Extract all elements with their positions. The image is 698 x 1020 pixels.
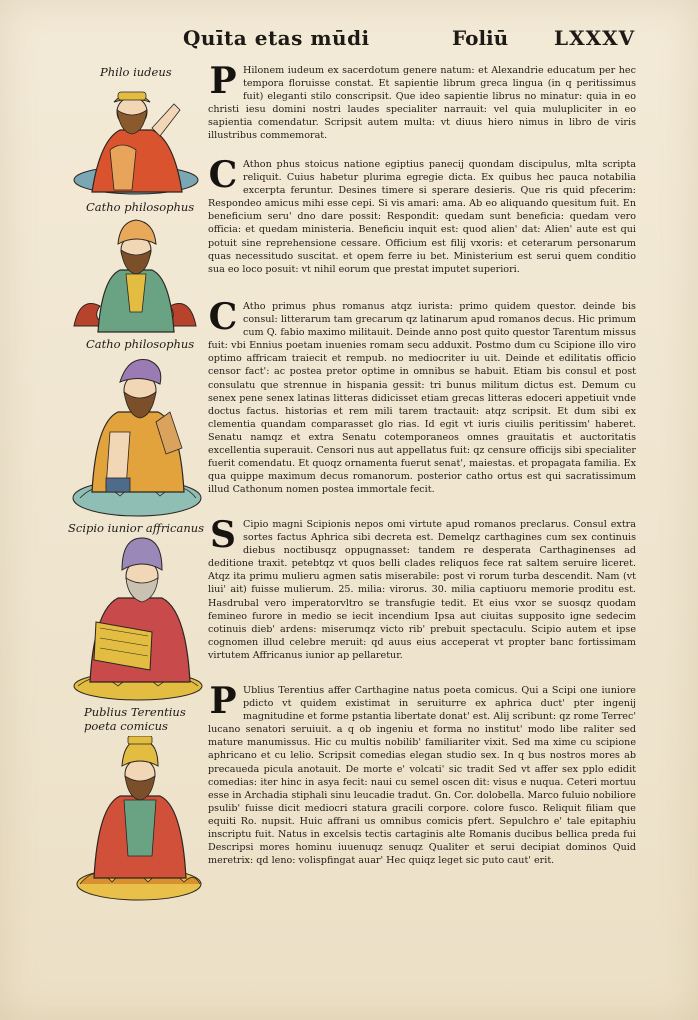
- paragraph-text: Ublius Terentius affer Carthagine natus poeta comicus. Qui a Scipi one iuniore pdicto vt quidem existimat in seruiturre ex aphrica duct' pter ingenij magnitudine et forme pstantia libertate donat' est. Alij scribunt: qz rome Terrec' lucano senatori seruiuit. a q ob ingeniu et forma no institut' modo libe raliter sed mature manumissus. Hic cu multis nobilib' familiariter vixit. Sed ma xime cu scipione aphricano et cu lelio. Scripsit comedias elegan studio sex. In q bus nostros mores ab precaueda picula anotauit. De morte e' volcati' sic tradit Sed vt affer sex pplo edidit comedias: iter hinc in asya fecit: naui cu semel oscen dit: visus e nuqua. Ceteri mortuu esse in Archadia stiphali sinu leucadie tradut. Gn. Cor. dolobella. Marco fuluio nobiliore psulib' fuisse dicit mediocri statura gracili corpore. colore fusco. Reliquit filiam que equiti Ro. nupsit. Huic affrani us omnibus comicis pfert. Sepulchro e' tale epitaphiu inscriptu fuit. Natus in excelsis tectis cartaginis alte Romanis ducibus bellica preda fui Descripsi mores hominu iuuenuqz senuqz Qualiter et serui decipiat dominos Quid meretrix: qd leno: volispfingat auar' Hec quiqz leget sic puto caut' erit.: [208, 685, 636, 867]
- portrait-label-line-1: Publius Terentius: [84, 705, 186, 719]
- paragraph-scipio: [208, 518, 636, 684]
- paragraph-catho-romanus: [208, 300, 636, 516]
- running-title: Quīta etas mūdi: [183, 26, 370, 50]
- folio-word: Foliū: [452, 26, 509, 50]
- figure-terentius-icon: [72, 736, 206, 902]
- paragraph-terentius: [208, 684, 636, 896]
- drop-cap: P: [209, 64, 237, 102]
- figure-catho-philosophus-2-icon: [70, 352, 204, 518]
- portrait-label: Scipio iunior affricanus: [68, 521, 205, 535]
- figure-catho-philosophus-1-icon: [70, 216, 200, 336]
- paragraph-text: Hilonem iudeum ex sacerdotum genere natum: et Alexandrie educatum per hec tempora floruisse constat. Et sapientie librum greca lingua (in q peritissimus fuit) eleganti stilo conscripsit. Que ideo sapientie librus no minatur: quia in eo christi iesu domini nostri laudes specialiter narrauit: vel quia mulupliciter in eo sapientia comendatur. Scripsit autem multa: vt diuus hiero nimus in libro de viris illustribus commemorat.: [208, 65, 636, 142]
- portrait-label: Catho philosophus: [86, 337, 195, 351]
- paragraph-catho-stoicus: [208, 158, 636, 300]
- figure-philo-icon: [70, 80, 202, 196]
- paragraph-text: Cipio magni Scipionis nepos omi virtute apud romanos preclarus. Consul extra sortes factus Aphrica sibi decreta est. Demelqz carthagines cum sex continuis diebus noctibusqz oppugnasset: tandem re desperata Carthaginenses ad deditione traxit. petebtqz vt quos belli clades reliquos fece rat saltem seruire liceret. Atqz ita primu mulieru agmen satis miserabile: post vi rorum turba descendit. Nam (vt liui' ait) fuisse mulierum. 25. milia: virorus. 30. milia captiuoru memorie proditu est. Hasdrubal vero imperatorvltro se transfugie tedit. Et eius vxor se suosqz quodam femineo furore in medio se iecit incendium Ipsa aut ciuitas supposito igne sedecim cotinuis dieb' ardens: miserumqz victo rib' prebuit spectaculu. Scipio autem et ipse cognomen illud celebre meruit: qd auus eius acceperat vt propter banc fortissimam virtutem Affricanus iunior ap pellaretur.: [208, 519, 636, 661]
- drop-cap: S: [210, 518, 236, 556]
- folio-number: LXXXV: [554, 26, 636, 50]
- page-header: [0, 26, 698, 56]
- paragraph-philo: [208, 64, 636, 152]
- paragraph-text: Atho primus phus romanus atqz iurista: primo quidem questor. deinde bis consul: litterarum tam grecarum qz latinarum apud romanos decus. Hic primum cum Q. fabio maximo militauit. Deinde anno post quito questor Tarentum missus fuit: vbi Ennius poetam inuenies romam secu adduxit. Postmo dum cu Scipione illo viro optimo affricam traiecit et rempub. no mediocriter iu uit. Deinde et edilitatis officio censor fact': ac postea pretor optime in omnibus se habuit. Etiam bis consul et post consulatu que strennue in hispania gessit: tri bunus militum dictus est. Demum cu senex pene senex latinas litteras didicisset etiam grecas litteras edoceri appetiuit vnde doctus factus. historias et rem mili tarem tractauit: atqz scripsit. Et dum sibi ex clementia quandam comparasset glo rias. Id egit vt iuris ciuilis peritissim' haberet. Senatu namqz et extra Senatu cotemporaneos omnes grauitatis et auctoritatis excellentia superauit. Censori nus aut appellatus fuit: qz censure officijs sibi specialiter fuerit comendatu. Et quoqz ornamenta fuerut senat', maiestas. et propagata familia. Ex qua quippe maximum decus romanorum. posterior catho ortus est qui sacratissimum illud Cathonum nomen postea immortale fecit.: [208, 301, 636, 496]
- portrait-label: Philo iudeus: [100, 65, 172, 79]
- drop-cap: P: [209, 684, 237, 722]
- portrait-label: Catho philosophus: [86, 200, 195, 214]
- drop-cap: C: [208, 300, 238, 338]
- drop-cap: C: [208, 158, 238, 196]
- paragraph-text: Athon phus stoicus natione egiptius panecij quondam discipulus, mlta scripta reliquit. Cuius habetur plurima egregie dicta. Ex quibus hec pauca notabilia excerpta feruntur. Desines timere si sperare desieris. Que ris quid pfecerim: Respondeo amicus mihi esse cepi. Si vis amari: ama. Ab eo aliquando quesitum fuit. En beneficium seru' dno dare possit: Respondit: quedam sunt beneficia: quedam vero officia: et quedam ministeria. Beneficiu inquit est: quod alien' dat: Alien' aute est qui potuit sine reprehensione cessare. Officium est filij vxoris: et ceterarum personarum quas necessitudo suscitat. et opem ferre iu bet. Ministerium est serui quem conditio sua eo loco posuit: vt nihil eorum que prestat imputet superiori.: [208, 159, 636, 275]
- figure-scipio-icon: [70, 536, 206, 702]
- portrait-label-line-2: poeta comicus: [84, 719, 168, 733]
